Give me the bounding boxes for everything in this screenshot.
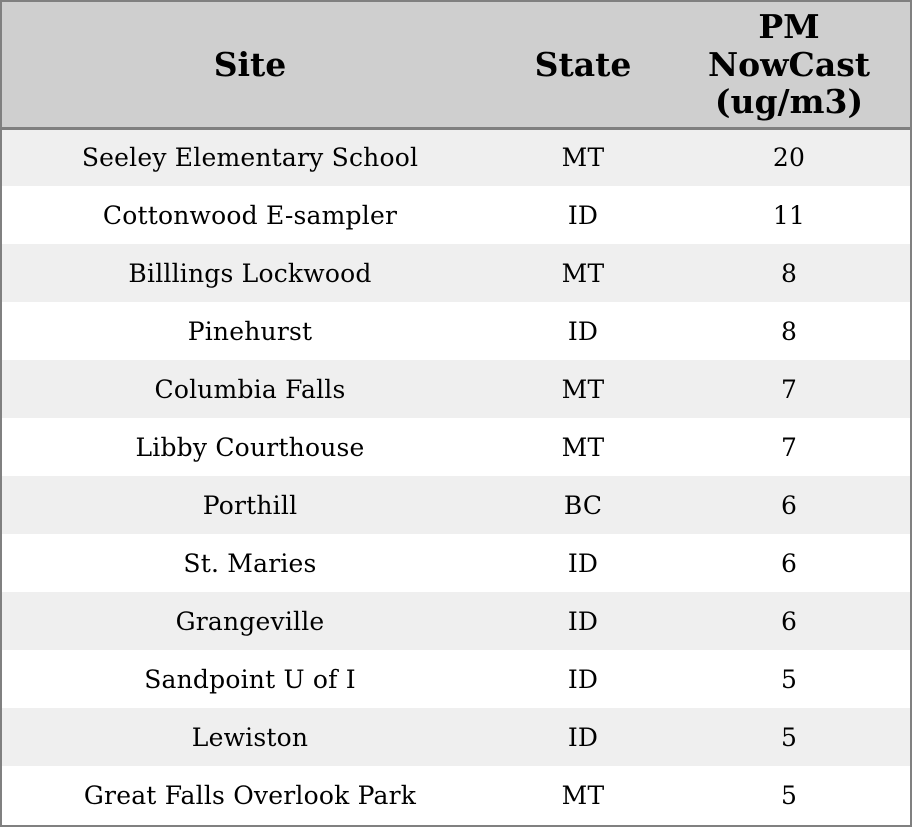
table-row	[2, 766, 910, 824]
table-row	[2, 708, 910, 766]
state-cell: ID	[567, 606, 599, 636]
header-state: State	[498, 2, 668, 128]
site-cell: Sandpoint U of I	[144, 664, 356, 694]
state-cell: BC	[563, 490, 603, 520]
header-pm-line-2: NowCast	[707, 44, 871, 84]
header-row	[2, 2, 910, 128]
pm-value-cell: 7	[780, 374, 798, 404]
table-row	[2, 244, 910, 302]
table-row	[2, 302, 910, 360]
state-cell: ID	[567, 548, 599, 578]
site-cell: St. Maries	[183, 548, 317, 578]
site-cell: Porthill	[202, 490, 298, 520]
pm-value-cell: 6	[780, 606, 798, 636]
table-row	[2, 592, 910, 650]
state-cell: MT	[561, 780, 605, 810]
site-cell: Libby Courthouse	[135, 432, 365, 462]
state-cell: ID	[567, 722, 599, 752]
state-cell: ID	[567, 200, 599, 230]
pm-value-cell: 8	[780, 316, 798, 346]
table-row	[2, 360, 910, 418]
site-cell: Billlings Lockwood	[128, 258, 372, 288]
pm-value-cell: 6	[780, 490, 798, 520]
header-pm-line-3: (ug/m3)	[714, 81, 864, 121]
header-pm-nowcast	[668, 2, 910, 128]
pm-value-cell: 5	[780, 780, 798, 810]
data-table	[2, 2, 910, 824]
state-cell: ID	[567, 316, 599, 346]
table-body	[2, 128, 910, 824]
state-cell: MT	[561, 258, 605, 288]
table-row	[2, 534, 910, 592]
table-row	[2, 418, 910, 476]
table-row	[2, 186, 910, 244]
pm-value-cell: 8	[780, 258, 798, 288]
pm-value-cell: 6	[780, 548, 798, 578]
site-cell: Pinehurst	[187, 316, 313, 346]
site-cell: Columbia Falls	[154, 374, 346, 404]
pm-value-cell: 11	[772, 200, 806, 230]
site-cell: Seeley Elementary School	[81, 143, 419, 173]
state-cell: ID	[567, 664, 599, 694]
header-pm-line-1: PM	[758, 7, 820, 47]
table-row	[2, 650, 910, 708]
site-cell: Grangeville	[175, 606, 325, 636]
table-row	[2, 128, 910, 186]
site-cell: Great Falls Overlook Park	[83, 780, 417, 810]
header-site: Site	[2, 2, 498, 128]
pm-value-cell: 7	[780, 432, 798, 462]
state-cell: MT	[561, 374, 605, 404]
state-cell: MT	[561, 143, 605, 173]
site-cell: Lewiston	[191, 722, 309, 752]
table-row	[2, 476, 910, 534]
table-header	[2, 2, 910, 128]
pm-value-cell: 20	[772, 143, 806, 173]
state-cell: MT	[561, 432, 605, 462]
site-cell: Cottonwood E-sampler	[102, 200, 398, 230]
pm-value-cell: 5	[780, 664, 798, 694]
pm-value-cell: 5	[780, 722, 798, 752]
